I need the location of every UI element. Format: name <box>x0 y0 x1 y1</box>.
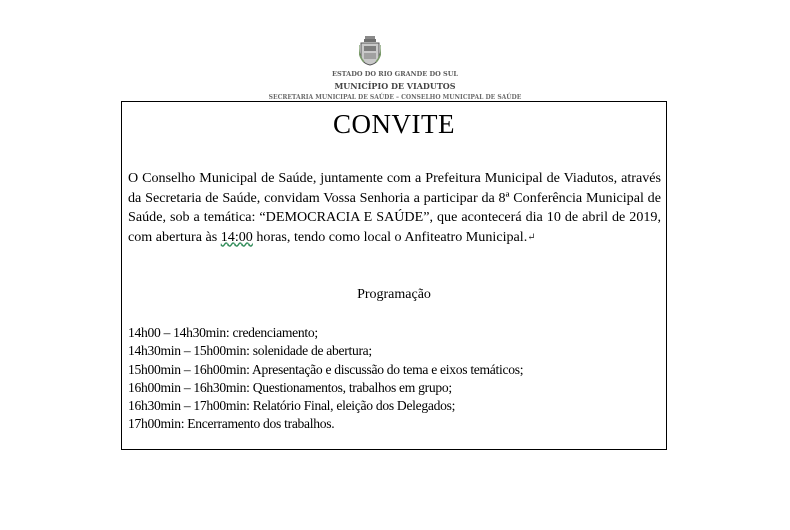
opening-time: 14:00 <box>220 228 253 245</box>
schedule-item: 14h30min – 15h00min: solenidade de abertura; <box>128 343 372 359</box>
program-title: Programação <box>357 287 431 302</box>
paragraph-text-start: O Conselho Municipal de Saúde, juntamente com a Prefeitura Municipal de Viadutos, através da Secretaria de Saúde, convidam Vossa Senhoria a participar da 8ª Conferência Municipal de Saúde, sob a temática: “DEMOCRACIA E SAÚDE”, que acontecerá dia 10 de abril de 2019, com abertura às <box>128 170 661 245</box>
letterhead-department: SECRETARIA MUNICIPAL DE SAÚDE – CONSELHO MUNICIPAL DE SAÚDE <box>268 94 522 101</box>
schedule-item: 17h00min: Encerramento dos trabalhos. <box>128 416 335 432</box>
schedule-item: 14h00 – 14h30min: credenciamento; <box>128 325 318 340</box>
paragraph-text-end: horas, tendo como local o Anfiteatro Municipal. <box>252 228 528 245</box>
schedule-item: 16h30min – 17h00min: Relatório Final, eleição dos Delegados; <box>128 398 456 414</box>
letterhead-municipality: MUNICÍPIO DE VIADUTOS <box>334 81 456 91</box>
paragraph-return-icon: ↵ <box>527 231 536 243</box>
invitation-frame <box>121 101 667 450</box>
invitation-title: CONVITE <box>333 109 455 139</box>
invitation-paragraph <box>128 169 661 247</box>
municipal-crest-icon <box>359 36 381 66</box>
program-schedule <box>128 324 523 434</box>
schedule-item: 16h00min – 16h30min: Questionamentos, trabalhos em grupo; <box>128 379 452 395</box>
letterhead-state: ESTADO DO RIO GRANDE DO SUL <box>332 70 458 78</box>
schedule-item: 15h00min – 16h00min: Apresentação e discussão do tema e eixos temáticos; <box>128 361 524 377</box>
